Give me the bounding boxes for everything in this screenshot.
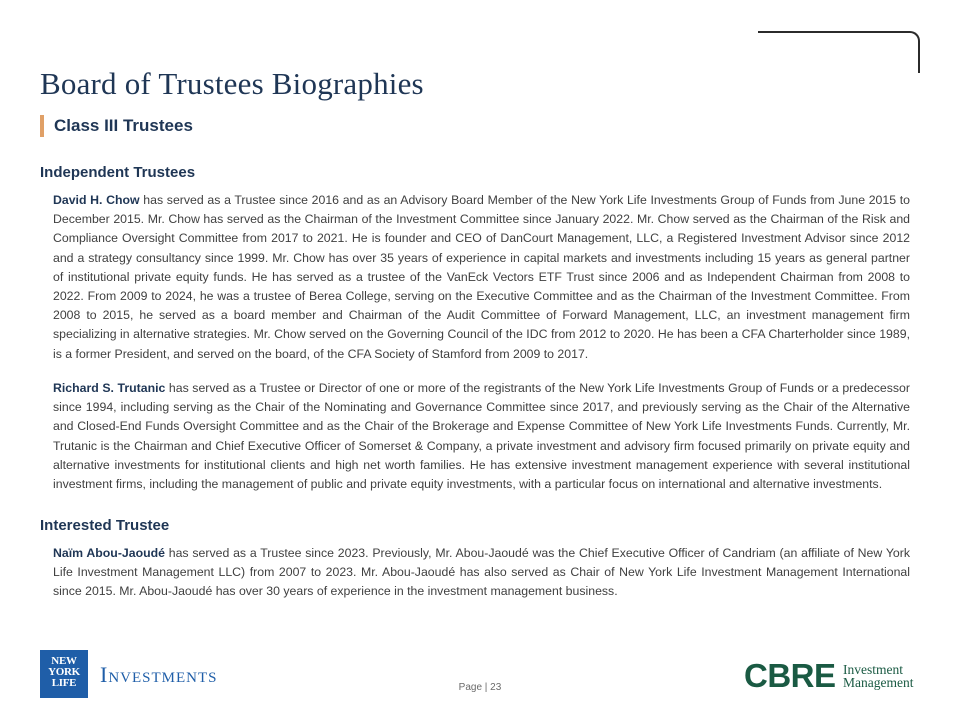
page-subtitle: Class III Trustees	[54, 116, 193, 135]
subtitle-accent-bar	[40, 115, 44, 137]
bio-name: David H. Chow	[53, 193, 140, 207]
cbre-sub-line: Investment	[843, 662, 903, 677]
bio-naim-abou-jaoude	[53, 544, 910, 602]
bio-richard-trutanic	[53, 379, 910, 494]
page-number: Page | 23	[458, 682, 502, 693]
bio-text: has served as a Trustee or Director of one or more of the registrants of the New York Life Investments Group of Funds or a predecessor since 1994, including serving as the Chair of the Nominating and Governance Committee since 2017, and previously serving as the Chair of the Alternative and Closed-End Funds Oversight Committee and as the Chair of the Brokerage and Expense Committee of New York Life Investments Funds. Currently, Mr. Trutanic is the Chairman and Chief Executive Officer of Somerset & Company, a private investment and advisory firm focused primarily on private equity and alternative investments for institutional clients and high net worth families. He has extensive investment management experience with several institutional investment firms, including the management of public and private equity investments, with a particular focus on international and alternative investments.	[53, 381, 910, 492]
cbre-logo: CBRE	[744, 657, 836, 694]
bio-name: Richard S. Trutanic	[53, 381, 166, 395]
cbre-sub-line: Management	[843, 675, 914, 690]
page-title: Board of Trustees Biographies	[40, 66, 424, 101]
logo-line: YORK	[48, 666, 80, 678]
corner-decoration	[758, 31, 920, 73]
bio-david-chow	[53, 191, 910, 364]
independent-trustees-heading: Independent Trustees	[40, 164, 196, 181]
logo-line: NEW	[51, 655, 77, 667]
logo-line: LIFE	[51, 677, 77, 689]
nyl-investments-wordmark: Investments	[100, 662, 218, 687]
bio-text: has served as a Trustee since 2023. Previously, Mr. Abou-Jaoudé was the Chief Executive Officer of Candriam (an affiliate of New York Life Investment Management LLC) from 2007 to 2023. Mr. Abou-Jaoudé has also served as Chair of New York Life Investment Management International since 2015. Mr. Abou-Jaoudé has over 30 years of experience in the investment management business.	[53, 546, 911, 599]
bio-text: has served as a Trustee since 2016 and as an Advisory Board Member of the New York Life Investments Group of Funds from June 2015 to December 2015. Mr. Chow has served as the Chairman of the Investment Committee since January 2022. Mr. Chow served as the Chairman of the Risk and Compliance Oversight Committee from 2017 to 2021. He is founder and CEO of DanCourt Management, LLC, a Registered Investment Advisor since 2012 and a strategy consultancy since 1999. Mr. Chow has over 35 years of experience in capital markets and investments including 15 years as general partner of institutional private equity funds. He has served as a trustee of the VanEck Vectors ETF Trust since 2006 and as Independent Chairman from 2008 to 2022. From 2009 to 2024, he was a trustee of Berea College, serving on the Executive Committee and as the Chairman of the Investment Committee. From 2008 to 2015, he served as a board member and Chairman of the Audit Committee of Forward Management, LLC, an investment management firm specializing in alternative strategies. Mr. Chow served on the Governing Council of the IDC from 2012 to 2020. He has been a CFA Charterholder since 1989, is a former President, and served on the board, of the CFA Society of Stamford from 2009 to 2017.	[53, 193, 910, 361]
interested-trustee-heading: Interested Trustee	[40, 517, 170, 534]
bio-name: Naïm Abou-Jaoudé	[53, 546, 165, 560]
cbre-investment-management-wordmark	[843, 663, 913, 689]
